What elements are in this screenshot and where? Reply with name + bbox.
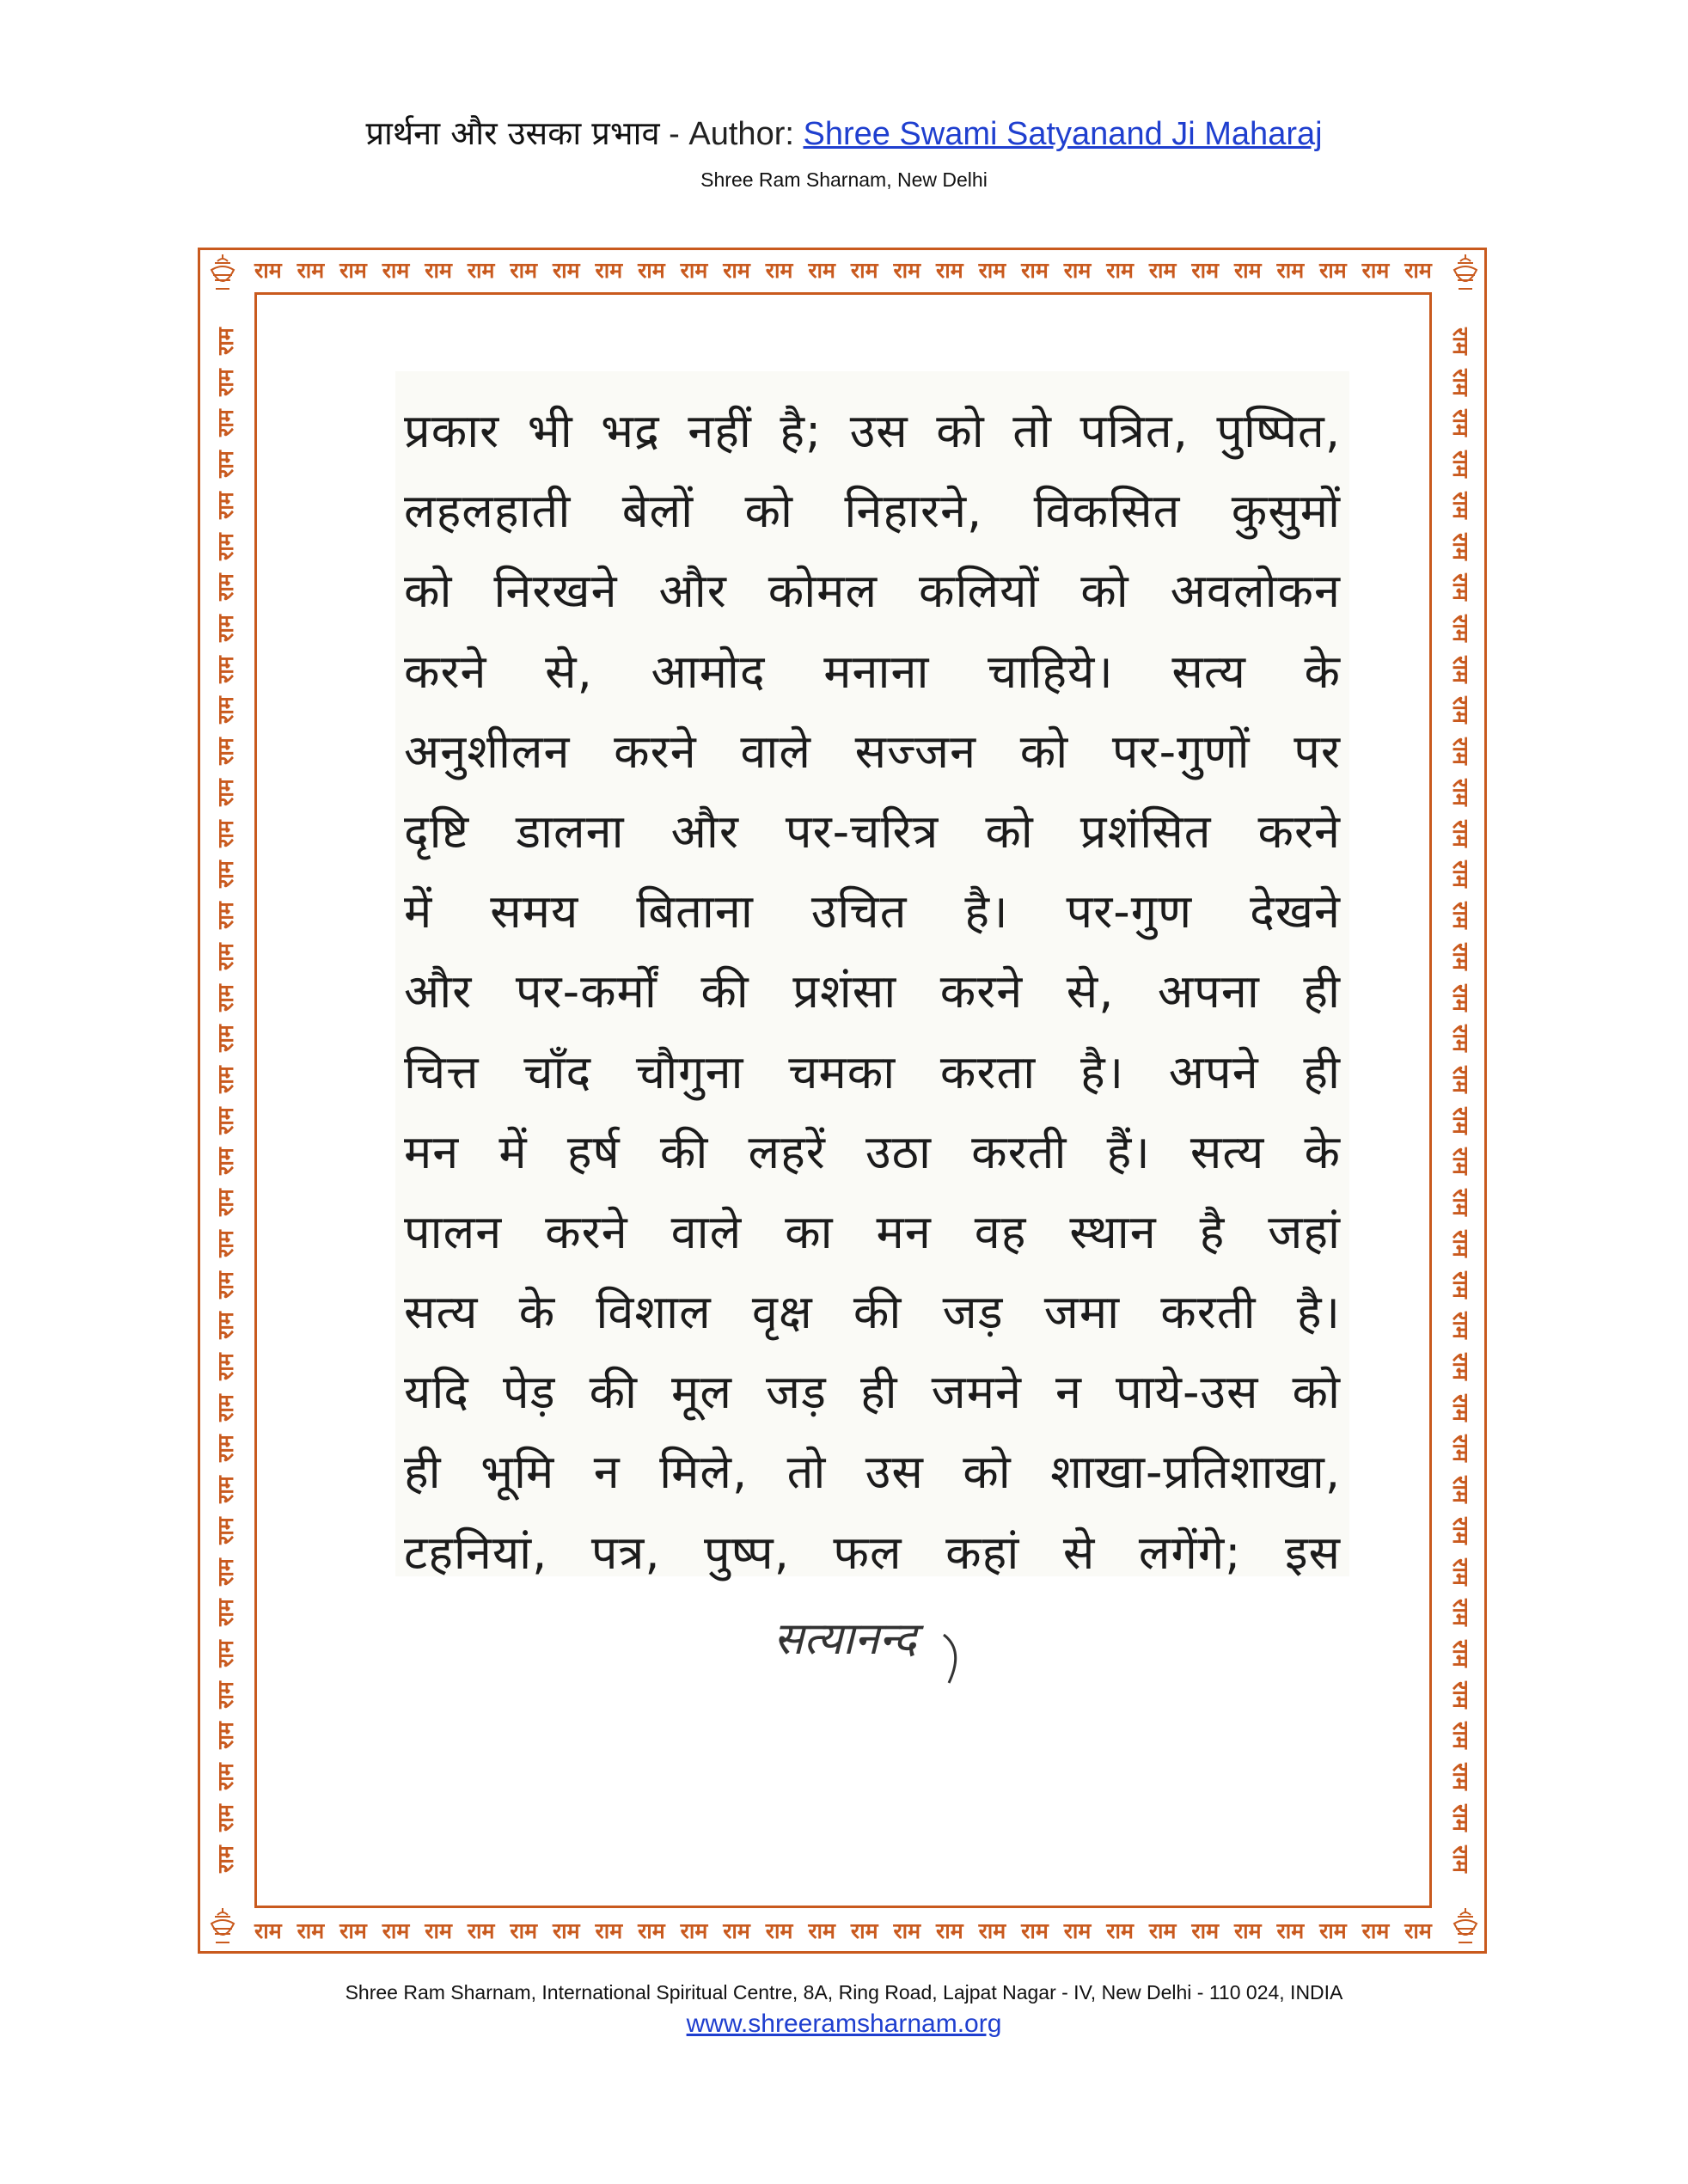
ram-word: राम	[1448, 1312, 1473, 1340]
ram-word: राम	[1148, 258, 1177, 283]
ram-word: राम	[808, 1918, 835, 1943]
ram-word: राम	[1448, 1270, 1473, 1299]
ram-word: राम	[638, 1918, 665, 1943]
kalash-icon	[1444, 1905, 1487, 1948]
ram-word: राम	[978, 258, 1006, 283]
ram-word: राम	[213, 1804, 238, 1832]
ram-word: राम	[936, 258, 963, 283]
ram-word: राम	[425, 258, 452, 283]
border-top-ram	[254, 260, 1432, 281]
ram-word: राम	[213, 409, 238, 437]
footer-address: Shree Ram Sharnam, International Spiritual Centre, 8A, Ring Road, Lajpat Nagar - IV, New Delhi - 110 024, INDIA	[345, 1981, 1343, 2004]
ram-word: राम	[425, 1918, 452, 1943]
ram-word: राम	[213, 1680, 238, 1709]
ram-word: राम	[1448, 737, 1473, 766]
ram-word: राम	[1276, 1918, 1305, 1943]
ram-word: राम	[213, 1557, 238, 1586]
ram-word: राम	[1063, 1918, 1092, 1943]
ram-word: राम	[1361, 1918, 1390, 1943]
ram-word: राम	[213, 1106, 238, 1135]
ram-word: राम	[510, 258, 538, 283]
ram-word: राम	[213, 450, 238, 478]
ram-word: राम	[1448, 779, 1473, 806]
ram-word: राम	[1448, 1229, 1473, 1257]
text-line: यदि पेड़ की मूल जड़ ही जमने न पाये-उस को	[404, 1365, 1341, 1420]
website-link[interactable]: www.shreeramsharnam.org	[686, 2010, 1002, 2038]
ram-word: राम	[1448, 1680, 1473, 1709]
svg-text:सत्यानन्द: सत्यानन्द	[774, 1613, 917, 1665]
ram-word: राम	[1448, 1763, 1473, 1790]
ram-word: राम	[213, 1435, 238, 1463]
ram-word: राम	[213, 1229, 238, 1257]
ram-word: राम	[1448, 1640, 1473, 1667]
text-line: पालन करने वाले का मन वह स्थान है जहां	[404, 1204, 1341, 1259]
ram-word: राम	[1448, 615, 1473, 642]
ram-word: राम	[765, 258, 793, 283]
ram-word: राम	[808, 258, 835, 283]
ram-word: राम	[339, 1918, 367, 1943]
ram-word: राम	[213, 1147, 238, 1176]
ram-word: राम	[1448, 1147, 1473, 1176]
ram-word: राम	[213, 1025, 238, 1053]
ram-word: राम	[213, 1517, 238, 1545]
ram-word: राम	[1448, 450, 1473, 478]
ram-word: राम	[1404, 1918, 1432, 1943]
text-line: लहलहाती बेलों को निहारने, विकसित कुसुमों	[404, 484, 1341, 539]
ram-word: राम	[850, 1918, 878, 1943]
ram-word: राम	[552, 1918, 580, 1943]
signature-image	[765, 1600, 980, 1695]
ram-word: राम	[213, 942, 238, 970]
ram-word: राम	[893, 258, 921, 283]
ram-word: राम	[1448, 1353, 1473, 1380]
ram-word: राम	[213, 368, 238, 396]
ram-word: राम	[1448, 409, 1473, 437]
ram-word: राम	[1448, 1722, 1473, 1750]
ram-word: राम	[510, 1918, 538, 1943]
ram-word: राम	[213, 779, 238, 806]
text-line: मन में हर्ष की लहरें उठा करती हैं। सत्य के	[404, 1124, 1341, 1179]
ram-word: राम	[213, 1393, 238, 1422]
ram-word: राम	[213, 983, 238, 1012]
text-line: सत्य के विशाल वृक्ष की जड़ जमा करती है।	[404, 1285, 1341, 1340]
text-line: और पर-कर्मों की प्रशंसा करने से, अपना ही	[404, 964, 1341, 1019]
ram-word: राम	[297, 258, 325, 283]
ram-word: राम	[213, 696, 238, 725]
ram-word: राम	[1448, 983, 1473, 1012]
ram-word: राम	[1448, 1106, 1473, 1135]
text-line: दृष्टि डालना और पर-चरित्र को प्रशंसित करने	[404, 804, 1341, 859]
border-bottom-ram	[254, 1920, 1432, 1942]
ram-word: राम	[1021, 258, 1049, 283]
ram-word: राम	[595, 1918, 623, 1943]
ram-word: राम	[765, 1918, 793, 1943]
ram-word: राम	[213, 615, 238, 642]
text-line: टहनियां, पत्र, पुष्प, फल कहां से लगेंगे; इस	[404, 1525, 1341, 1580]
ram-word: राम	[467, 1918, 495, 1943]
author-prefix: - Author:	[659, 116, 804, 152]
ram-word: राम	[1448, 860, 1473, 889]
ram-word: राम	[1448, 1844, 1473, 1873]
ram-word: राम	[638, 258, 665, 283]
page-title	[0, 110, 1688, 155]
ram-word: राम	[978, 1918, 1006, 1943]
ram-word: राम	[213, 1353, 238, 1380]
ram-word: राम	[213, 1270, 238, 1299]
ram-word: राम	[213, 1599, 238, 1627]
ram-word: राम	[1448, 492, 1473, 519]
text-line: में समय बिताना उचित है। पर-गुण देखने	[404, 884, 1341, 939]
ram-word: राम	[382, 1918, 410, 1943]
ram-word: राम	[213, 860, 238, 889]
ram-word: राम	[1063, 258, 1092, 283]
text-line: को निरखने और कोमल कलियों को अवलोकन	[404, 564, 1341, 619]
ram-word: राम	[1021, 1918, 1049, 1943]
ram-word: राम	[1233, 258, 1262, 283]
ram-word: राम	[1448, 1599, 1473, 1627]
ram-word: राम	[1448, 573, 1473, 602]
ram-word: राम	[213, 492, 238, 519]
ram-word: राम	[1448, 902, 1473, 929]
ram-word: राम	[254, 258, 282, 283]
scanned-text-lines	[404, 391, 1341, 1593]
ram-word: राम	[467, 258, 495, 283]
ram-word: राम	[850, 258, 878, 283]
text-line: अनुशीलन करने वाले सज्जन को पर-गुणों पर	[404, 724, 1341, 779]
ram-word: राम	[213, 1066, 238, 1093]
ram-word: राम	[1276, 258, 1305, 283]
ram-word: राम	[213, 1189, 238, 1216]
text-line: प्रकार भी भद्र नहीं है; उस को तो पत्रित, पुष्पित,	[404, 404, 1341, 458]
footer-website	[0, 2010, 1688, 2039]
ram-word: राम	[1448, 696, 1473, 725]
ram-word: राम	[680, 258, 708, 283]
ram-word: राम	[213, 1312, 238, 1340]
ram-word: राम	[1191, 258, 1220, 283]
ram-word: राम	[723, 258, 750, 283]
ram-word: राम	[297, 1918, 325, 1943]
ram-word: राम	[1448, 655, 1473, 683]
ram-word: राम	[893, 1918, 921, 1943]
ram-word: राम	[213, 1476, 238, 1503]
ram-word: राम	[680, 1918, 708, 1943]
ram-word: राम	[213, 327, 238, 355]
ram-word: राम	[1319, 258, 1347, 283]
ram-word: राम	[1448, 942, 1473, 970]
ram-word: राम	[213, 819, 238, 847]
ram-word: राम	[723, 1918, 750, 1943]
page-subtitle: Shree Ram Sharnam, New Delhi	[700, 168, 988, 191]
ram-word: राम	[254, 1918, 282, 1943]
kalash-icon	[201, 1905, 244, 1948]
ram-word: राम	[1191, 1918, 1220, 1943]
text-line: करने से, आमोद मनाना चाहिये। सत्य के	[404, 644, 1341, 699]
ram-word: राम	[213, 1844, 238, 1873]
ram-word: राम	[339, 258, 367, 283]
ram-word: राम	[382, 258, 410, 283]
ram-word: राम	[1448, 1435, 1473, 1463]
border-left-ram	[208, 327, 242, 1874]
ram-word: राम	[213, 532, 238, 560]
ram-word: राम	[1361, 258, 1390, 283]
author-link[interactable]: Shree Swami Satyanand Ji Maharaj	[803, 116, 1323, 152]
ram-word: राम	[1448, 532, 1473, 560]
kalash-icon	[201, 251, 244, 294]
ram-word: राम	[213, 1763, 238, 1790]
kalash-icon	[1444, 251, 1487, 294]
ram-word: राम	[1448, 1025, 1473, 1053]
ram-word: राम	[552, 258, 580, 283]
ram-word: राम	[1319, 1918, 1347, 1943]
ram-word: राम	[1148, 1918, 1177, 1943]
ram-word: राम	[213, 1722, 238, 1750]
ram-word: राम	[1448, 327, 1473, 355]
border-right-ram	[1444, 327, 1478, 1874]
ram-word: राम	[213, 1640, 238, 1667]
ram-word: राम	[1448, 1804, 1473, 1832]
ram-word: राम	[1448, 1476, 1473, 1503]
ram-word: राम	[1448, 819, 1473, 847]
ram-word: राम	[213, 737, 238, 766]
ram-word: राम	[213, 573, 238, 602]
ram-word: राम	[1448, 1393, 1473, 1422]
ram-word: राम	[595, 258, 623, 283]
ram-word: राम	[1448, 1517, 1473, 1545]
ram-word: राम	[1233, 1918, 1262, 1943]
ram-word: राम	[1448, 1557, 1473, 1586]
ram-word: राम	[1106, 1918, 1134, 1943]
text-line: चित्त चाँद चौगुना चमका करता है। अपने ही	[404, 1044, 1341, 1099]
ram-word: राम	[1448, 1066, 1473, 1093]
ram-word: राम	[213, 902, 238, 929]
title-hindi: प्रार्थना और उसका प्रभाव	[365, 114, 660, 152]
ram-word: राम	[1106, 258, 1134, 283]
ram-word: राम	[1448, 1189, 1473, 1216]
ram-word: राम	[1404, 258, 1432, 283]
ram-word: राम	[213, 655, 238, 683]
ram-word: राम	[1448, 368, 1473, 396]
text-line: ही भूमि न मिले, तो उस को शाखा-प्रतिशाखा,	[404, 1445, 1341, 1500]
ram-word: राम	[936, 1918, 963, 1943]
